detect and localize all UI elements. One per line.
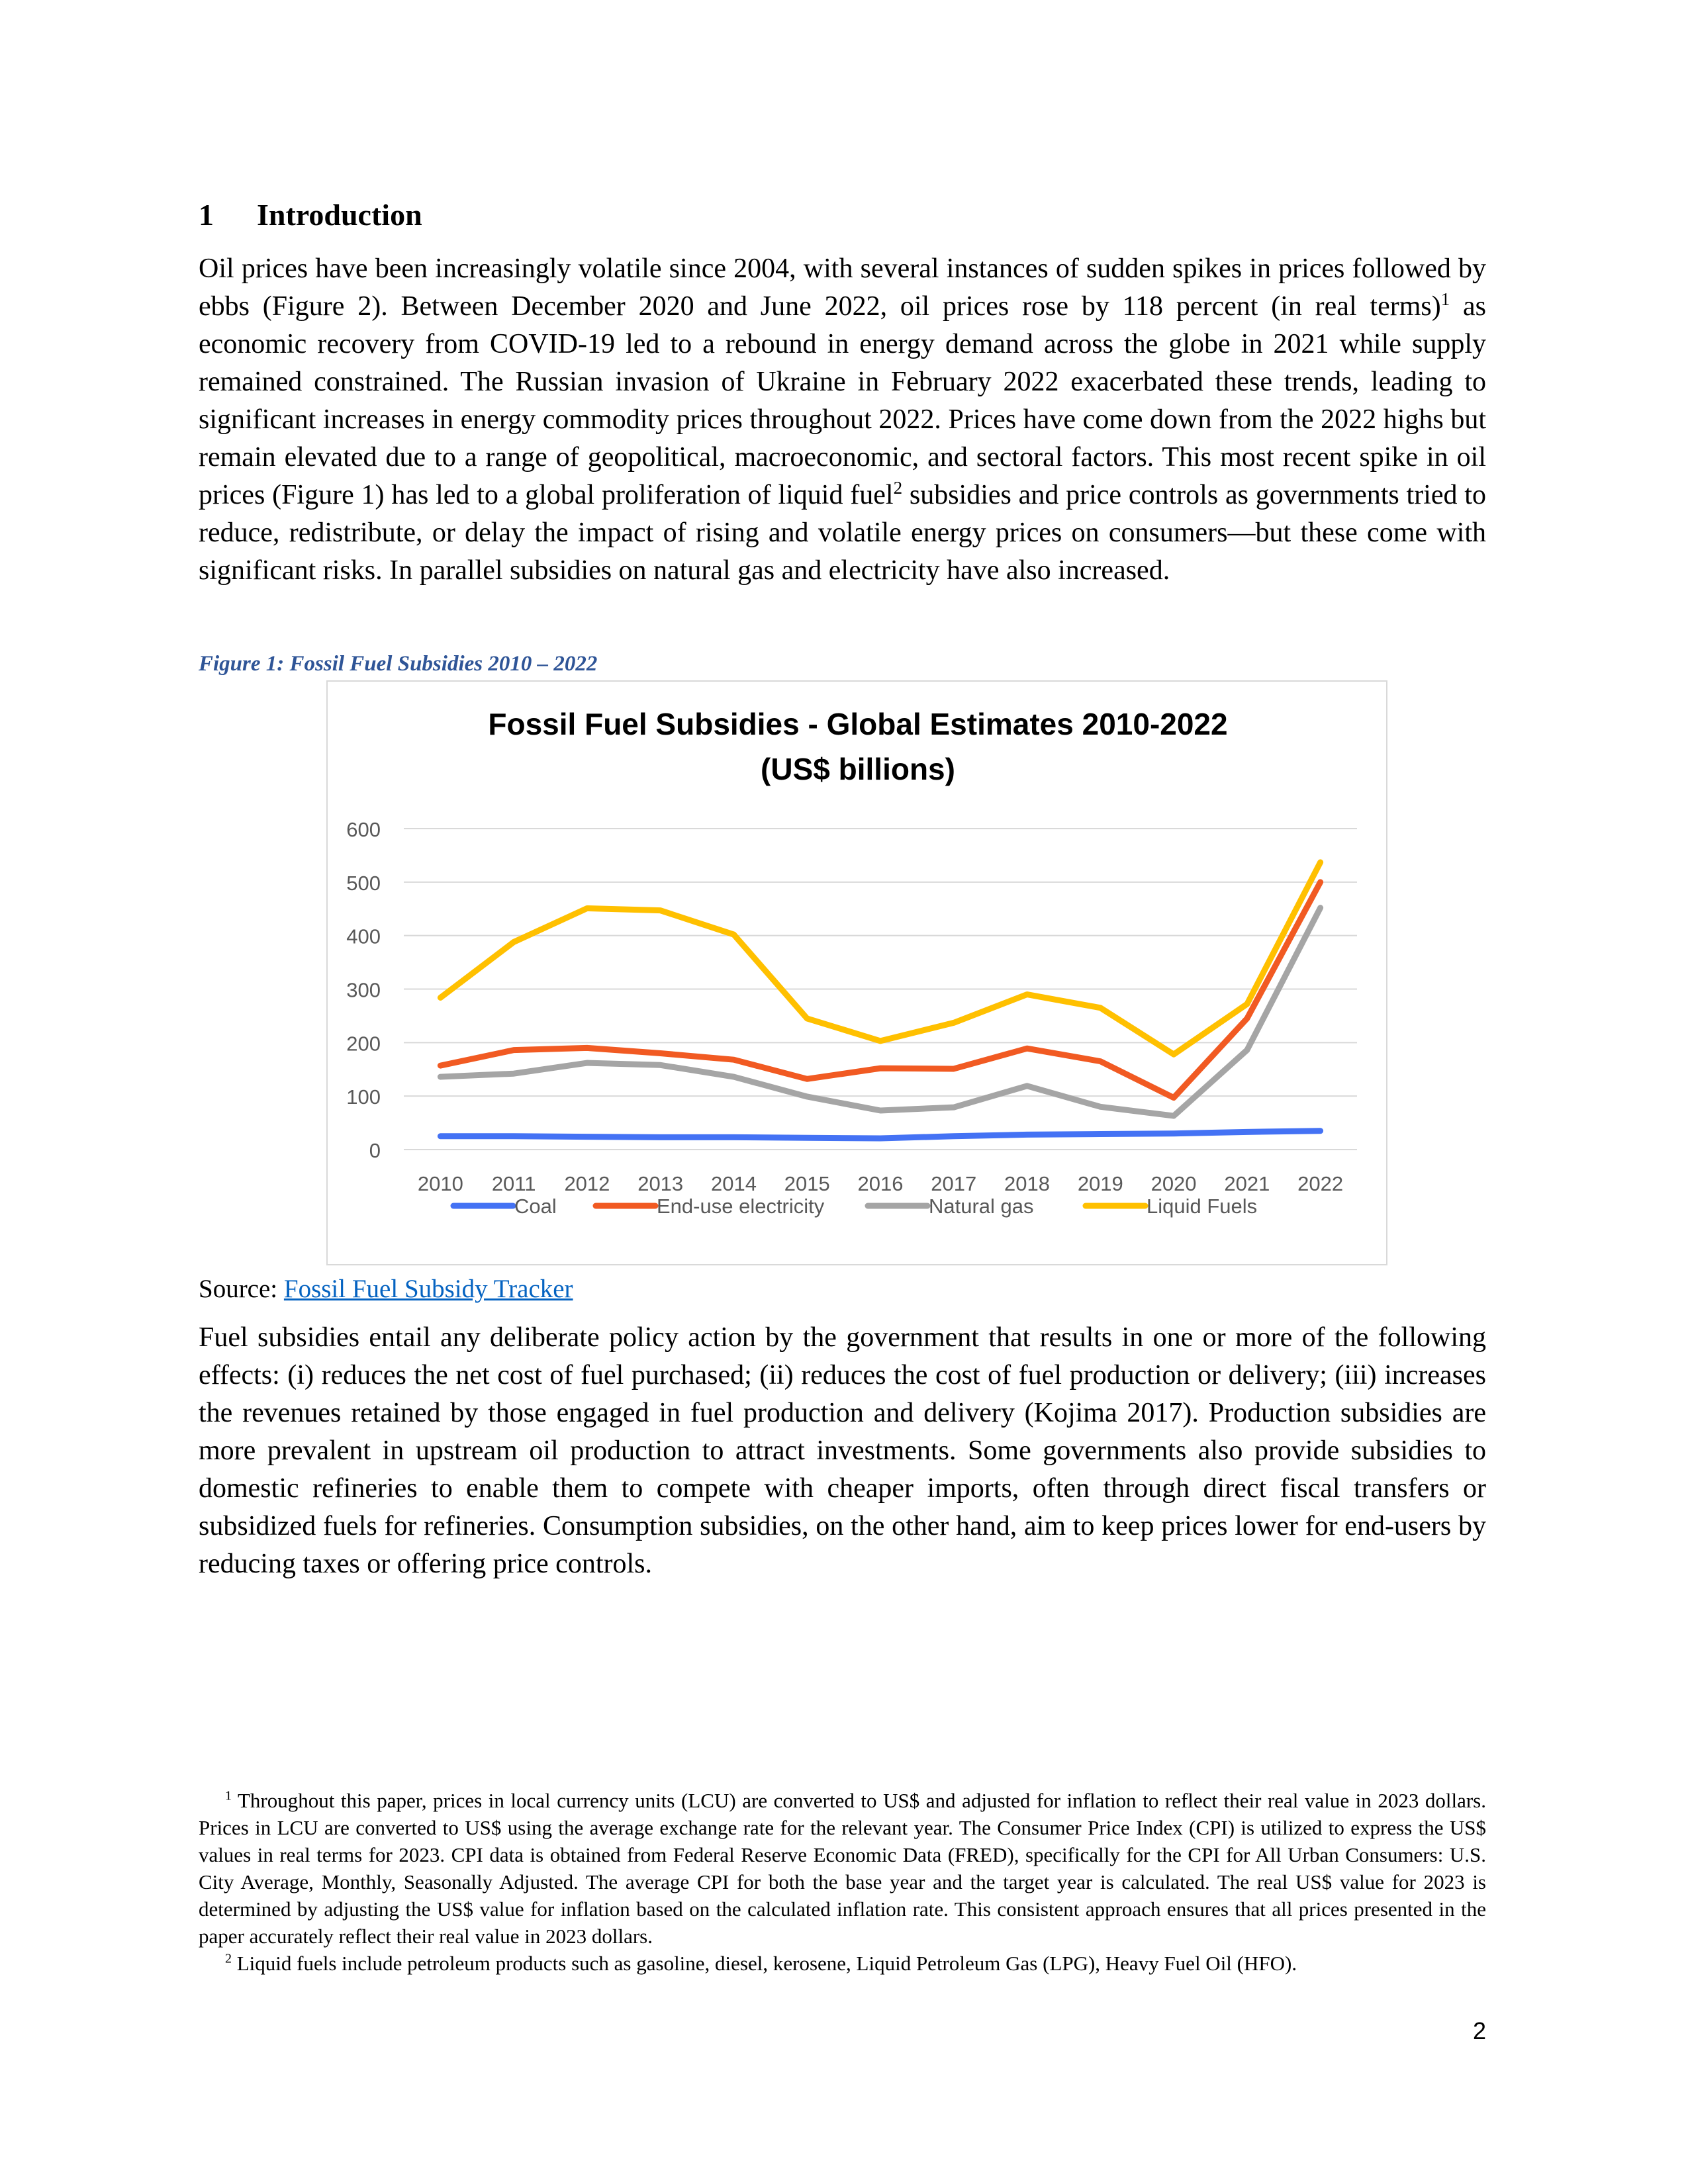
y-tick-label: 500 — [346, 871, 381, 895]
y-tick-label: 400 — [346, 925, 381, 948]
legend-label[interactable]: Natural gas — [929, 1195, 1034, 1218]
y-tick-label: 300 — [346, 978, 381, 1002]
footnote-ref-1[interactable]: 1 — [1440, 289, 1450, 309]
y-tick-label: 100 — [346, 1085, 381, 1109]
line-chart — [328, 682, 1389, 1267]
subsidies-paragraph: Fuel subsidies entail any deliberate policy action by the government that results in one or more of the following effects: (i) reduces the net cost of fuel purchased; (ii) reduces the cost of fuel production or delivery; (iii) increases the revenues retained by those engaged in fuel production and delivery (Kojima 2017). Production subsidies are more prevalent in upstream oil production to attract investments. Some governments also provide subsidies to domestic refineries to enable them to compete with cheaper imports, often through direct fiscal transfers or subsidized fuels for refineries. Consumption subsidies, on the other hand, aim to keep prices lower for end-users by reducing taxes or offering price controls. — [199, 1322, 1486, 1579]
footnote-text-1: Throughout this paper, prices in local currency units (LCU) are converted to US$ and adjusted for inflation to reflect their real value in 2023 dollars. Prices in LCU are converted to US$ using the average exchange rate for the relevant year. The Consumer Price Index (CPI) is utilized to express the US$ values in real terms for 2023. CPI data is obtained from Federal Reserve Economic Data (FRED), specifically for the CPI for All Urban Consumers: U.S. City Average, Monthly, Seasonally Adjusted. The average CPI for both the base year and the target year is calculated. The real US$ value for 2023 is determined by adjusting the US$ value for inflation based on the calculated inflation rate. This consistent approach ensures that all prices presented in the paper accurately reflect their real value in 2023 dollars. — [199, 1789, 1486, 1948]
x-tick-label: 2015 — [784, 1172, 830, 1195]
x-tick-label: 2022 — [1297, 1172, 1344, 1195]
x-tick-label: 2017 — [931, 1172, 977, 1195]
footnote-2 — [199, 1950, 1486, 1977]
section-number: 1 — [199, 198, 214, 232]
x-tick-label: 2013 — [637, 1172, 684, 1195]
footnote-1 — [199, 1787, 1486, 1950]
figure-source — [199, 1274, 573, 1304]
section-heading — [199, 197, 422, 232]
chart-container — [326, 680, 1387, 1265]
legend-label[interactable]: End-use electricity — [657, 1195, 825, 1218]
intro-paragraph — [199, 250, 1486, 590]
x-tick-label: 2016 — [857, 1172, 904, 1195]
x-tick-label: 2020 — [1150, 1172, 1197, 1195]
legend-label[interactable]: Liquid Fuels — [1147, 1195, 1258, 1218]
footnote-mark-1: 1 — [225, 1788, 232, 1803]
y-tick-label: 600 — [346, 818, 381, 841]
series-line-coal — [440, 1131, 1320, 1138]
x-tick-label: 2021 — [1224, 1172, 1270, 1195]
y-tick-label: 0 — [369, 1139, 381, 1162]
x-tick-label: 2012 — [564, 1172, 610, 1195]
footnote-mark-2: 2 — [225, 1951, 232, 1966]
x-tick-label: 2019 — [1077, 1172, 1123, 1195]
chart-subtitle: (US$ billions) — [761, 752, 955, 786]
x-tick-label: 2011 — [491, 1172, 536, 1195]
footnotes — [199, 1787, 1486, 1977]
footnote-text-2: Liquid fuels include petroleum products such as gasoline, diesel, kerosene, Liquid Petroleum Gas (LPG), Heavy Fuel Oil (HFO). — [232, 1952, 1297, 1975]
intro-text-part2: as economic recovery from COVID-19 led to a rebound in energy demand across the globe in 2021 while supply remained constrained. The Russian invasion of Ukraine in February 2022 exacerbated these trends, leading to significant increases in energy commodity prices throughout 2022. Prices have come down from the 2022 highs but remain elevated due to a range of geopolitical, macroeconomic, and sectoral factors. This most recent spike in oil prices (Figure 1) has led to a global proliferation of liquid fuel — [199, 291, 1486, 510]
figure-caption: Figure 1: Fossil Fuel Subsidies 2010 – 2022 — [199, 652, 598, 676]
x-tick-label: 2018 — [1004, 1172, 1051, 1195]
x-tick-label: 2014 — [710, 1172, 757, 1195]
source-label: Source: — [199, 1275, 284, 1303]
series-line-liquid-fuels — [440, 862, 1320, 1054]
footnote-ref-2[interactable]: 2 — [893, 478, 903, 498]
intro-text-part1: Oil prices have been increasingly volatile since 2004, with several instances of sudden spikes in prices followed by ebbs (Figure 2). Between December 2020 and June 2022, oil prices rose by 118 percent (in real terms) — [199, 253, 1486, 322]
intro-text-part3: subsidies and price controls as governments tried to reduce, redistribute, or delay the impact of rising and volatile energy prices on consumers—but these come with significant risks. In parallel subsidies on natural gas and electricity have also increased. — [199, 480, 1486, 586]
x-tick-label: 2010 — [417, 1172, 463, 1195]
source-link[interactable]: Fossil Fuel Subsidy Tracker — [283, 1275, 573, 1303]
chart-title: Fossil Fuel Subsidies - Global Estimates 2010-2022 — [488, 707, 1228, 741]
page-number: 2 — [1472, 2017, 1486, 2044]
y-tick-label: 200 — [346, 1032, 381, 1056]
section-title: Introduction — [257, 198, 422, 232]
legend-label[interactable]: Coal — [514, 1195, 557, 1218]
